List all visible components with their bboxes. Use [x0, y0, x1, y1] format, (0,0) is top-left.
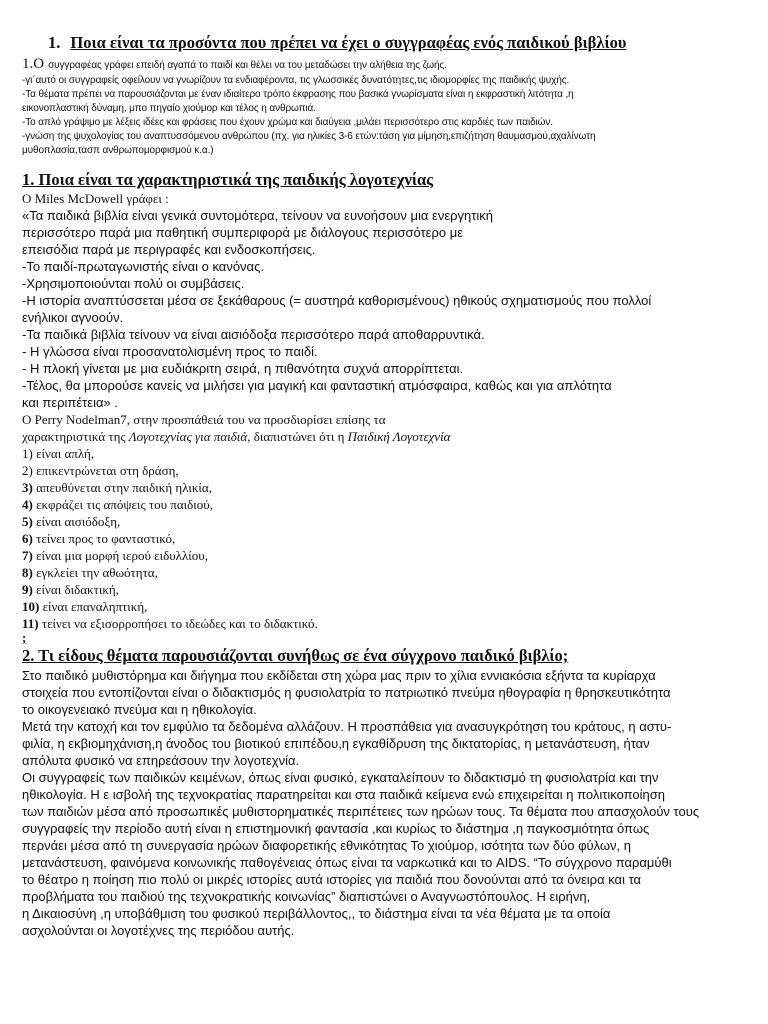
sec3-line: Οι συγγραφείς των παιδικών κειμένων, όπως είναι φυσικό, εγκαταλείπουν το διδακτισμό τη φυσιολατρία και την — [22, 770, 659, 785]
list-text: τείνει να εξισορροπήσει το ιδεώδες και το διδακτικό. — [38, 616, 318, 631]
list-text: απευθύνεται στην παιδική ηλικία, — [32, 480, 212, 495]
list-number: 7) — [22, 548, 33, 563]
nodelman-line — [22, 429, 451, 445]
sec1-line: εικονοπλαστική δύναμη, μπο πηγαίο χιούμορ και τέλος η ανθρωπιά. — [22, 103, 316, 114]
document-title — [48, 33, 626, 53]
sec2-line: - Η πλοκή γίνεται με μια ευδιάκριτη σειρά, η πιθανότητα συχνά απορρίπτεται. — [22, 361, 464, 376]
list-text: εγκλείει την αθωότητα, — [32, 565, 158, 580]
list-item — [22, 548, 208, 564]
list-number: 8) — [22, 565, 33, 580]
sec2-line: -Χρησιμοποιούνται πολύ οι συμβάσεις. — [22, 276, 245, 291]
sec3-line: ασχολούνται οι λογοτέχνες της περιόδου αυτής. — [22, 923, 295, 938]
sec1-line: -γι΄αυτό οι συγγραφείς οφείλουν να γνωρίζουν τα ενδιαφέροντα, τις γλωσσικές δυνατότητες,τις ιδιομορφίες της παιδικής ψυχής. — [22, 75, 570, 86]
list-number: 2) — [22, 463, 33, 478]
sec2-line: Ο Miles McDowell γράφει : — [22, 191, 169, 206]
sec2-line: «Τα παιδικά βιβλία είναι γενικά συντομότερα, τείνουν να ευνοήσουν μια ενεργητική — [22, 208, 493, 223]
list-text: είναι αισιόδοξη, — [32, 514, 121, 529]
list-item — [22, 582, 119, 598]
sec3-line: ηθικολογία. Η ε ισβολή της τεχνοκρατίας παρατηρείται και στα παιδικά κείμενα ενώ επιχειρείται η πολιτικοποίηση — [22, 787, 666, 802]
list-item — [22, 463, 179, 479]
list-item — [22, 446, 94, 462]
list-number: 9) — [22, 582, 33, 597]
list-number: 10) — [22, 599, 40, 614]
sec2-line: - Η γλώσσα είναι προσανατολισμένη προς το παιδί. — [22, 344, 318, 359]
sec3-line: φιλία, η εκβιομηχάνιση,η άνοδος του βιοτικού επιπέδου,η εγκαθίδρυση της δικτατορίας, η μετανάστευση, ήταν — [22, 736, 650, 751]
sec3-line: η Δικαιοσύνη ,η υποβάθμιση του φυσικού περιβάλλοντος,, το διάστημα είναι τα νέα θέματα με τα οποία — [22, 906, 611, 921]
sec1-line: -γνώση της ψυχολογίας του αναπτυσσόμενου ανθρώπου (πχ. για ηλικίες 3-6 ετών:τάση για μίμηση,επιζήτηση θαυμασμού,αχαλίνωτη — [22, 131, 596, 142]
list-text: εκφράζει τις απόψεις του παιδιού, — [32, 497, 213, 512]
sec2-title: 1. Ποια είναι τα χαρακτηριστικά της παιδικής λογοτεχνίας — [22, 170, 434, 189]
list-number: 6) — [22, 531, 33, 546]
sec2-line: -Τα παιδικά βιβλία τείνουν να είναι αισιόδοξα περισσότερο παρά αποθαρρυντικά. — [22, 327, 485, 342]
title-number: 1. — [48, 33, 61, 52]
title-text: Ποια είναι τα προσόντα που πρέπει να έχει ο συγγραφέας ενός παιδικού βιβλίου — [70, 33, 627, 52]
sec2-line: Ο Perry Nodelman7, στην προσπάθειά του να προσδιορίσει επίσης τα — [22, 412, 386, 427]
list-text: είναι επαναληπτική, — [39, 599, 148, 614]
sec2-line: επεισόδια παρά με περιγραφές και ενδοσκοπήσεις. — [22, 242, 316, 257]
sec3-line: συγγραφείς την περίοδο αυτή είναι η επιστημονική φαντασία ,και κυρίως το διάστημα ,η παγκοσμιότητα όπως — [22, 821, 650, 836]
sec1-line: -Τα θέματα πρέπει να παρουσιάζονται με έναν ιδιαίτερο τρόπο έκφρασης που βασικά γνωρίσματα είναι η εκφραστική λιτότητα ,η — [22, 89, 574, 100]
list-number: 5) — [22, 514, 33, 529]
list-text: επικεντρώνεται στη δράση, — [32, 463, 179, 478]
list-item — [22, 599, 147, 615]
sec3-line: των παιδιών μέσα από προσωπικές μυθιστορηματικές περιπέτειες των ηρώων τους. Τα θέματα που απασχολούν τους — [22, 804, 700, 819]
list-number: 4) — [22, 497, 33, 512]
sec1-lead: 1.Ο — [22, 56, 45, 72]
sec1-line: -Το απλό γράψιμο με λέξεις ιδέες και φράσεις που έχουν χρώμα και διαύγεια ,μιλάει περισσότερο στις καρδιές των παιδιών. — [22, 117, 553, 128]
sec1-first-line — [22, 55, 447, 73]
nodelman-italic: Λογοτεχνίας για παιδιά — [128, 429, 248, 444]
nodelman-italic: Παιδική Λογοτεχνία — [347, 429, 451, 444]
sec3-line: το οικογενειακό πνεύμα και η ηθικολογία. — [22, 702, 257, 717]
list-text: είναι μια μορφή ιερού ειδυλλίου, — [32, 548, 208, 563]
list-item — [22, 531, 175, 547]
list-text: τείνει προς το φανταστικό, — [32, 531, 176, 546]
sec2-line: -Τέλος, θα μπορούσε κανείς να μιλήσει για μαγική και φανταστική ατμόσφαιρα, καθώς και για απλότητα — [22, 378, 612, 393]
sec1-line: συγγραφέας γράφει επειδή αγαπά το παιδί και θέλει να του μεταδώσει την αλήθεια της ζωής. — [48, 60, 447, 71]
sec2-line: και περιπέτεια» . — [22, 395, 118, 410]
list-number: 1) — [22, 446, 33, 461]
nodelman-text: χαρακτηριστικά της — [22, 429, 129, 444]
list-item — [22, 497, 213, 513]
sec3-line: περνάει μέσα από τη συνεργασία ηρώων διαφορετικής εθνικότητας Το χιούμορ, ισότητα των δύο φύλων, η — [22, 838, 632, 853]
sec1-line: μυθοπλασία,τασπ ανθρωπομορφισμού κ.α.) — [22, 145, 214, 156]
sec3-line: απόλυτα φυσικό να επηρεάσουν την λογοτεχνία. — [22, 753, 300, 768]
list-item — [22, 514, 120, 530]
sec3-line: μετανάστευση, φαινόμενα κοινωνικής παθογένειας όπως είναι τα ναρκωτικά και το AIDS. “Το σύγχρονο παραμύθι — [22, 855, 672, 870]
sec3-line: προβλήματα του παιδιού της τεχνοκρατικής κοινωνίας” διαπιστώνει ο Αναγνωστόπουλος. Η ειρήνη, — [22, 889, 591, 904]
list-item — [22, 480, 212, 496]
sec2-line: -Η ιστορία αναπτύσσεται μέσα σε ξεκάθαρους (= αυστηρά καθορισμένους) ηθικούς σχηματισμούς που πολλοί — [22, 293, 652, 308]
list-text: είναι διδακτική, — [32, 582, 119, 597]
sec2-line: -Το παιδί-πρωταγωνιστής είναι ο κανόνας. — [22, 259, 264, 274]
list-item — [22, 616, 318, 632]
sec3-line: Στο παιδικό μυθιστόρημα και διήγημα που εκδίδεται στη χώρα μας πριν το χίλια εννιακόσια εξήντα τα κυρίαρχα — [22, 668, 656, 683]
sec3-line: στοιχεία που εντοπίζονται είναι ο διδακτισμός η φυσιολατρία το πατριωτικό πνεύμα ηθογραφία η θρησκευτικότητα — [22, 685, 671, 700]
nodelman-text: , διαπιστώνει ότι η — [247, 429, 348, 444]
sec3-title: 2. Τι είδους θέματα παρουσιάζονται συνήθως σε ένα σύγχρονο παιδικό βιβλίο; — [22, 646, 569, 665]
list-number: 11) — [22, 616, 39, 631]
sec3-line: Μετά την κατοχή και τον εμφύλιο τα δεδομένα αλλάζουν. Η προσπάθεια για ανασυγκρότηση του κράτους, η αστυ- — [22, 719, 672, 734]
list-item — [22, 565, 158, 581]
stray-semicolon: ; — [22, 630, 27, 645]
sec2-line: περισσότερο παρά μια παθητική συμπεριφορά με διάλογους περισσότερο με — [22, 225, 463, 240]
list-text: είναι απλή, — [32, 446, 95, 461]
list-number: 3) — [22, 480, 33, 495]
sec2-line: ενήλικοι αγνοούν. — [22, 310, 124, 325]
sec3-line: το θέατρο η ποίηση πιο πολύ οι μικρές ιστορίες αυτά ιστορίες για παιδιά που δονούνται από τα όνειρα και τα — [22, 872, 642, 887]
